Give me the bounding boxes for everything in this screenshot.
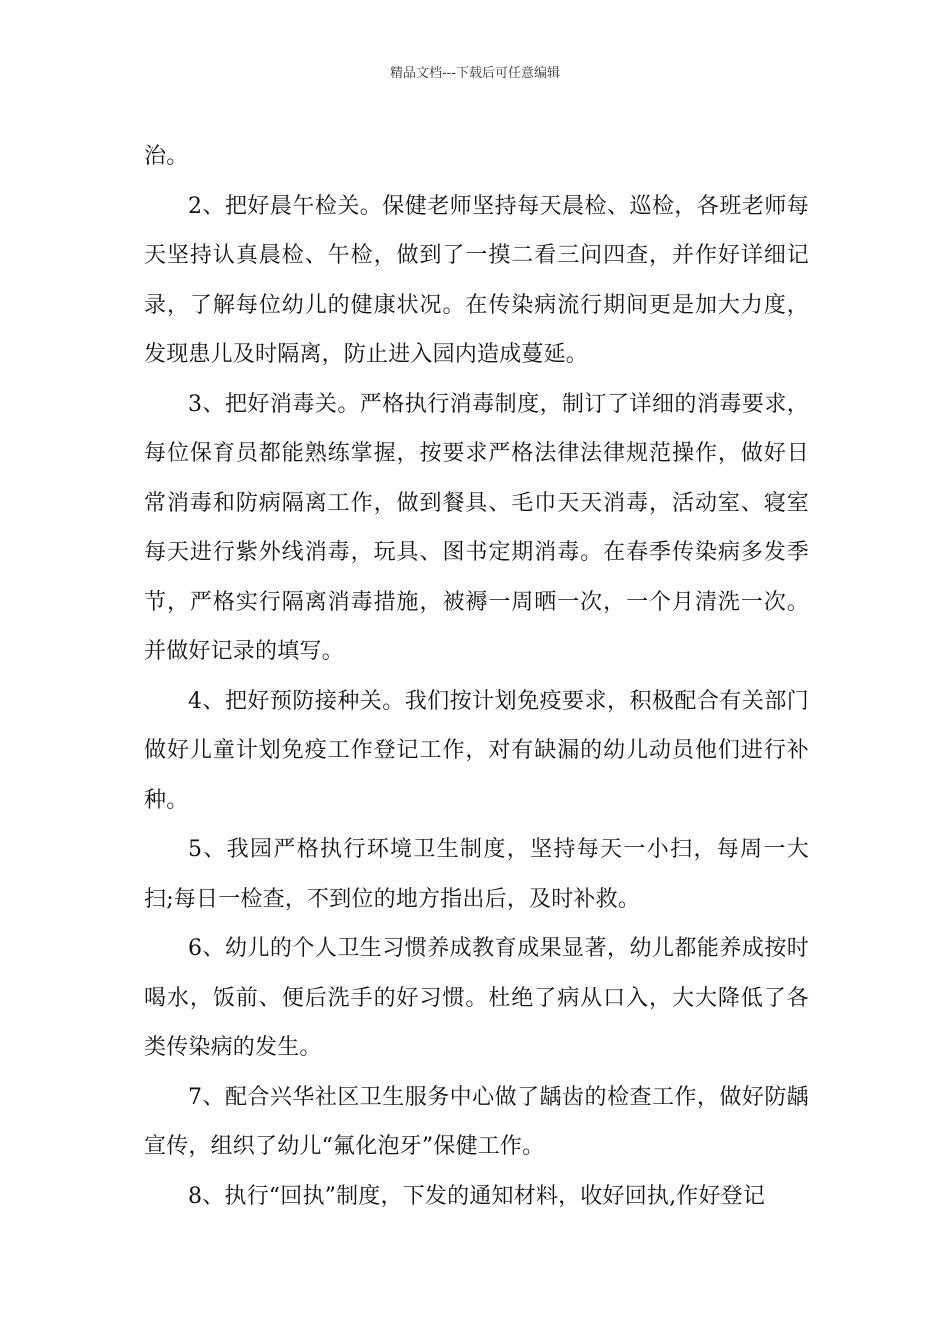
paragraph-item-5: 5、我园严格执行环境卫生制度，坚持每天一小扫，每周一大扫;每日一检查，不到位的地方指出后，及时补救。	[144, 837, 809, 912]
paragraph-item-2: 2、把好晨午检关。保健老师坚持每天晨检、巡检，各班老师每天坚持认真晨检、午检，做到了一摸二看三问四查，并作好详细记录，了解每位幼儿的健康状况。在传染病流行期间更是加大力度，发现患儿及时隔离，防止进入园内造成蔓延。	[144, 193, 809, 367]
paragraph-item-3: 3、把好消毒关。严格执行消毒制度，制订了详细的消毒要求，每位保育员都能熟练掌握，按要求严格法律法律规范操作，做好日常消毒和防病隔离工作，做到餐具、毛巾天天消毒，活动室、寝室每天进行紫外线消毒，玩具、图书定期消毒。在春季传染病多发季节，严格实行隔离消毒措施，被褥一周晒一次，一个月清洗一次。并做好记录的填写。	[144, 391, 809, 664]
paragraph-item-4: 4、把好预防接种关。我们按计划免疫要求，积极配合有关部门做好儿童计划免疫工作登记工作，对有缺漏的幼儿动员他们进行补种。	[144, 688, 809, 813]
paragraph-continuation: 治。	[144, 144, 189, 169]
paragraph-item-7: 7、配合兴华社区卫生服务中心做了龋齿的检查工作，做好防龋宣传，组织了幼儿“氟化泡牙”保健工作。	[144, 1084, 809, 1159]
paragraph-item-6: 6、幼儿的个人卫生习惯养成教育成果显著，幼儿都能养成按时喝水，饭前、便后洗手的好习惯。杜绝了病从口入，大大降低了各类传染病的发生。	[144, 936, 809, 1060]
page-header: 精品文档---下载后可任意编辑	[389, 66, 561, 81]
paragraph-item-8: 8、执行“回执”制度，下发的通知材料，收好回执,作好登记	[188, 1183, 766, 1209]
document-body	[144, 132, 809, 1221]
